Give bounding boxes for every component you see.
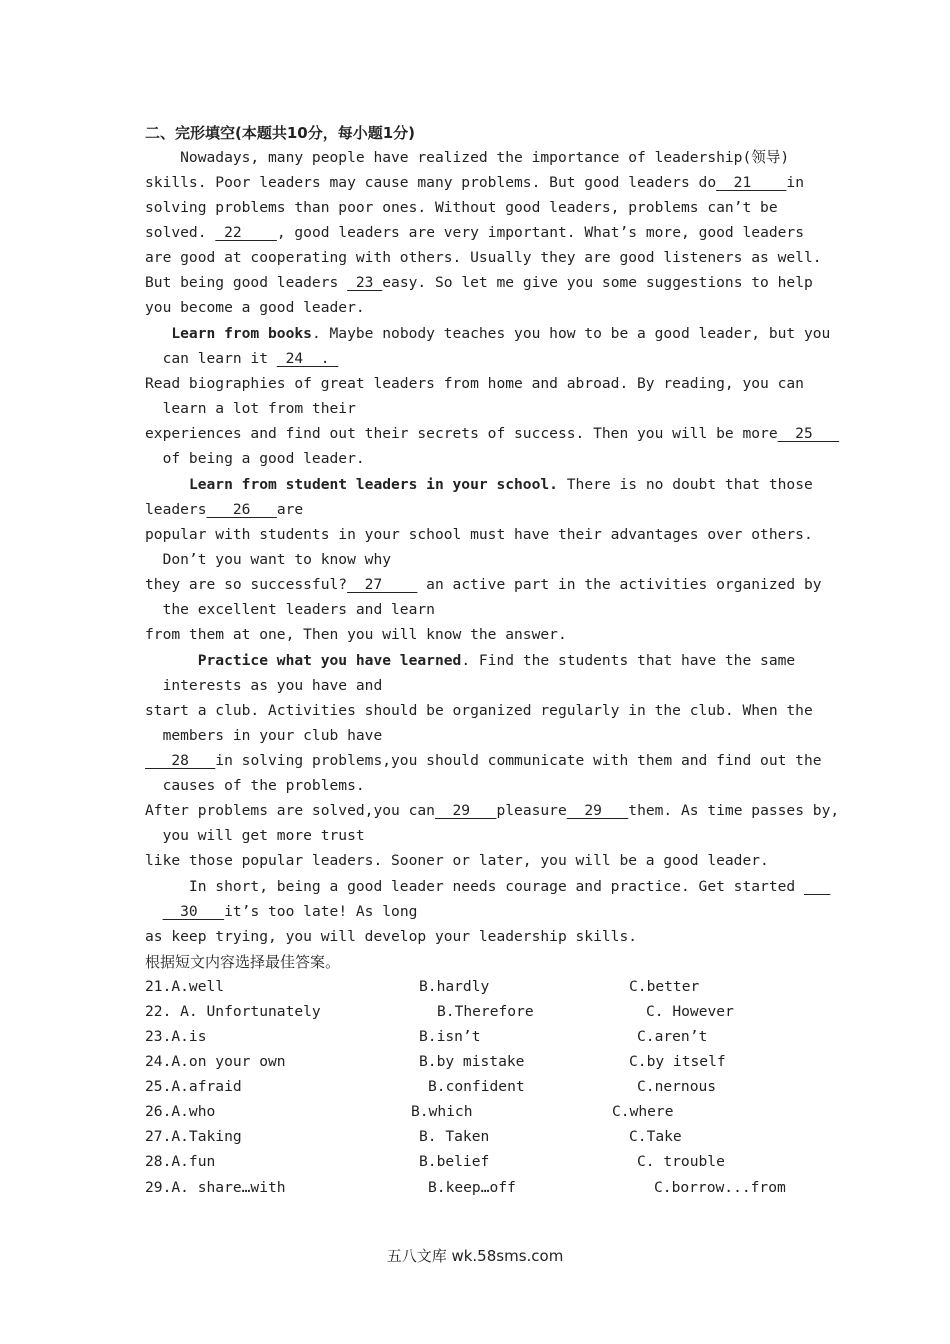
passage-line xyxy=(145,550,391,570)
passage-text: easy. So let me give you some suggestions to help xyxy=(382,274,813,291)
question-option-b[interactable]: B.hardly xyxy=(419,978,490,995)
passage-line xyxy=(145,248,822,268)
passage-line xyxy=(145,676,382,696)
passage-line xyxy=(145,625,567,645)
question-option-c[interactable]: C.borrow...from xyxy=(654,1179,786,1196)
passage-line xyxy=(145,324,830,344)
passage-text: you become a good leader. xyxy=(145,299,365,316)
passage-line xyxy=(145,273,813,293)
passage-text: In short, being a good leader needs courage and practice. Get started xyxy=(145,878,796,895)
question-option-a[interactable]: 22. A. Unfortunately xyxy=(145,1003,321,1020)
passage-text: are xyxy=(276,501,304,518)
heading-learn-from-student-leaders: Learn from student leaders in your school. xyxy=(188,476,558,493)
blank-30[interactable]: 30 xyxy=(162,903,225,920)
question-option-a[interactable]: 26.A.who xyxy=(145,1103,216,1120)
question-option-a[interactable]: 28.A.fun xyxy=(145,1153,216,1170)
passage-text: But being good leaders xyxy=(145,274,339,291)
passage-text: are good at cooperating with others. Usually they are good listeners as well. xyxy=(145,249,822,266)
blank-23[interactable]: 23 xyxy=(347,274,383,291)
passage-text: Read biographies of great leaders from home and abroad. By reading, you can xyxy=(145,375,804,392)
passage-line xyxy=(145,902,417,922)
passage-line xyxy=(145,575,822,595)
passage-line xyxy=(145,851,769,871)
blank-26[interactable]: 26 xyxy=(206,501,277,518)
blank-29b[interactable]: 29 xyxy=(566,802,629,819)
passage-text: pleasure xyxy=(496,802,567,819)
passage-text: members in your club have xyxy=(145,727,383,744)
passage-text: can learn it xyxy=(145,350,269,367)
passage-line xyxy=(145,374,804,394)
passage-text: There is no doubt that those xyxy=(557,476,813,493)
passage-line xyxy=(145,500,303,520)
passage-line xyxy=(145,223,804,243)
passage-text: as keep trying, you will develop your leadership skills. xyxy=(145,928,638,945)
question-option-b[interactable]: B. Taken xyxy=(419,1128,490,1145)
passage-text: like those popular leaders. Sooner or later, you will be a good leader. xyxy=(145,852,769,869)
passage-text: popular with students in your school must have their advantages over others. xyxy=(145,526,813,543)
heading-practice: Practice what you have learned xyxy=(197,652,462,669)
passage-text: them. As time passes by, xyxy=(628,802,840,819)
question-option-b[interactable]: B.confident xyxy=(428,1078,525,1095)
passage-text: , good leaders are very important. What’s more, good leaders xyxy=(276,224,804,241)
passage-line xyxy=(145,525,813,545)
passage-line xyxy=(145,826,365,846)
passage-text: you will get more trust xyxy=(145,827,365,844)
question-option-a[interactable]: 25.A.afraid xyxy=(145,1078,242,1095)
question-option-c[interactable]: C. trouble xyxy=(637,1153,725,1170)
section-title: 二、完形填空(本题共10分，每小题1分) xyxy=(145,124,416,142)
passage-text: from them at one, Then you will know the answer. xyxy=(145,626,567,643)
blank-21[interactable]: 21 xyxy=(716,174,787,191)
passage-text: an active part in the activities organized by xyxy=(417,576,822,593)
passage-text: . Maybe nobody teaches you how to be a good leader, but you xyxy=(311,325,831,342)
passage-line xyxy=(145,927,637,947)
passage-line xyxy=(145,449,365,469)
passage-text: solving problems than poor ones. Without good leaders, problems can’t be xyxy=(145,199,778,216)
passage-line xyxy=(145,877,830,897)
question-option-b[interactable]: B.belief xyxy=(419,1153,490,1170)
passage-line xyxy=(145,173,804,193)
passage-text: it’s too late! As long xyxy=(224,903,418,920)
passage-line xyxy=(145,751,822,771)
blank-22[interactable]: 22 xyxy=(215,224,277,241)
question-option-b[interactable]: B.which xyxy=(411,1103,473,1120)
passage-text: skills. Poor leaders may cause many problems. But good leaders do xyxy=(145,174,717,191)
passage-text: leaders xyxy=(145,501,207,518)
question-option-c[interactable]: C.where xyxy=(612,1103,674,1120)
passage-text: After problems are solved,you can xyxy=(145,802,435,819)
passage-text: experiences and find out their secrets of success. Then you will be more xyxy=(145,425,778,442)
question-option-c[interactable]: C.nernous xyxy=(637,1078,717,1095)
passage-line xyxy=(145,349,338,369)
footer-watermark: 五八文库 wk.58sms.com xyxy=(386,1247,564,1265)
passage-text: interests as you have and xyxy=(145,677,383,694)
blank-29a[interactable]: 29 xyxy=(434,802,497,819)
passage-line xyxy=(145,475,813,495)
passage-text: start a club. Activities should be organized regularly in the club. When the xyxy=(145,702,813,719)
question-option-a[interactable]: 24.A.on your own xyxy=(145,1053,286,1070)
passage-line xyxy=(145,726,382,746)
passage-text: solved. xyxy=(145,224,207,241)
question-option-c[interactable]: C.aren’t xyxy=(637,1028,708,1045)
question-option-c[interactable]: C. However xyxy=(646,1003,734,1020)
passage-line xyxy=(145,148,789,168)
passage-text: they are so successful? xyxy=(145,576,348,593)
passage-line xyxy=(145,399,356,419)
blank-24[interactable]: 24 . xyxy=(276,350,339,367)
question-option-c[interactable]: C.Take xyxy=(629,1128,682,1145)
passage-line xyxy=(145,298,365,318)
blank-30-start[interactable] xyxy=(804,878,830,895)
passage-line xyxy=(145,776,365,796)
passage-text: learn a lot from their xyxy=(145,400,356,417)
passage-text: Nowadays, many people have realized the importance of leadership(领导) xyxy=(145,149,790,166)
blank-28[interactable]: 28 xyxy=(145,752,216,769)
passage-text: Don’t you want to know why xyxy=(145,551,392,568)
passage-line xyxy=(145,424,839,444)
question-option-c[interactable]: C.by itself xyxy=(629,1053,726,1070)
question-option-b[interactable]: B.by mistake xyxy=(419,1053,525,1070)
passage-line xyxy=(145,651,795,671)
passage-text: . Find the students that have the same xyxy=(461,652,796,669)
passage-text: causes of the problems. xyxy=(145,777,365,794)
heading-learn-from-books: Learn from books xyxy=(171,325,312,342)
blank-27[interactable]: 27 xyxy=(347,576,418,593)
passage-line xyxy=(145,198,778,218)
passage-line xyxy=(145,801,839,821)
question-option-b[interactable]: B.keep…off xyxy=(428,1179,516,1196)
passage-text: the excellent leaders and learn xyxy=(145,601,435,618)
question-option-a[interactable]: 29.A. share…with xyxy=(145,1179,286,1196)
question-option-a[interactable]: 23.A.is xyxy=(145,1028,207,1045)
question-option-c[interactable]: C.better xyxy=(629,978,700,995)
passage-line xyxy=(145,600,435,620)
question-option-b[interactable]: B.Therefore xyxy=(437,1003,534,1020)
question-option-a[interactable]: 21.A.well xyxy=(145,978,225,995)
passage-text: in xyxy=(786,174,804,191)
instruction: 根据短文内容选择最佳答案。 xyxy=(145,953,341,971)
passage-text: of being a good leader. xyxy=(145,450,365,467)
blank-25[interactable]: 25 xyxy=(777,425,840,442)
passage-text: in solving problems,you should communicate with them and find out the xyxy=(215,752,822,769)
question-option-a[interactable]: 27.A.Taking xyxy=(145,1128,242,1145)
passage-line xyxy=(145,701,813,721)
question-option-b[interactable]: B.isn’t xyxy=(419,1028,481,1045)
